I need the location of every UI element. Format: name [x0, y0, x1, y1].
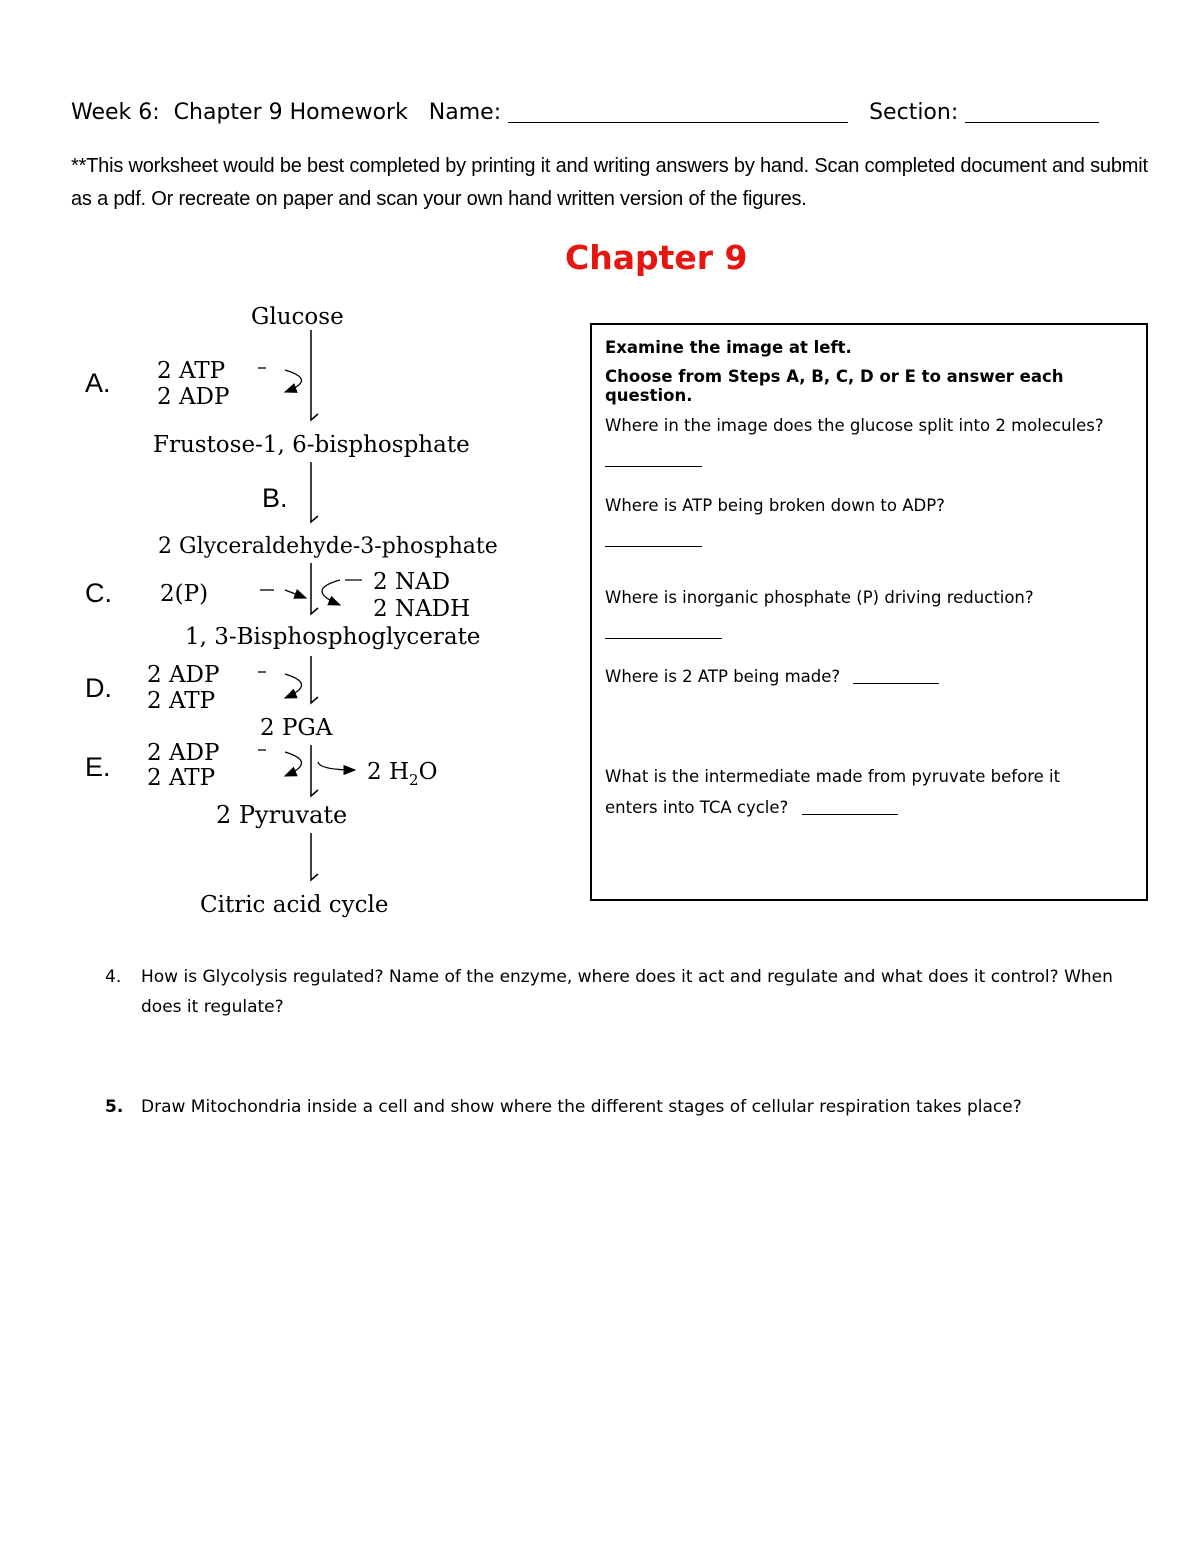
answer-blank-3[interactable]	[605, 637, 722, 639]
compound-glucose: Glucose	[251, 304, 344, 330]
step-a-label: A.	[85, 368, 111, 398]
step-d-label: D.	[85, 673, 112, 703]
box-intro-2: Choose from Steps A, B, C, D or E to answer each question.	[605, 367, 1064, 405]
main-arrow-tca	[311, 833, 318, 880]
step-c-label: C.	[85, 578, 112, 608]
answer-blank-5[interactable]	[802, 800, 898, 815]
question-box	[590, 323, 1148, 901]
main-arrow-d	[311, 656, 318, 703]
step-d-atp: 2 ATP	[147, 688, 216, 714]
section-label: Section:	[869, 100, 959, 125]
header	[71, 100, 1099, 125]
box-question-5a: What is the intermediate made from pyruvate before it	[605, 767, 1061, 786]
step-e-adp: 2 ADP	[147, 740, 220, 766]
name-blank[interactable]	[508, 100, 848, 123]
step-a-adp: 2 ADP	[157, 384, 230, 410]
question-4-number: 4.	[105, 967, 122, 987]
compound-g3p: 2 Glyceraldehyde-3-phosphate	[158, 534, 498, 559]
step-e-atp: 2 ATP	[147, 765, 216, 791]
question-5-number: 5.	[105, 1097, 124, 1117]
step-b-label: B.	[262, 483, 288, 513]
compound-citric-acid-cycle: Citric acid cycle	[200, 892, 389, 918]
compound-pga: 2 PGA	[260, 715, 333, 741]
box-question-4: Where is 2 ATP being made?	[605, 667, 1140, 686]
main-arrow-c	[311, 563, 318, 614]
step-e-label: E.	[85, 752, 111, 782]
box-question-1: Where in the image does the glucose split into 2 molecules?	[605, 416, 1104, 435]
box-question-2: Where is ATP being broken down to ADP?	[605, 496, 945, 515]
main-arrow-a	[311, 330, 318, 420]
header-title: Week 6: Chapter 9 Homework Name:	[71, 100, 502, 125]
step-a-atp: 2 ATP	[157, 358, 226, 384]
compound-fructose-bisphosphate: Frustose-1, 6-bisphosphate	[153, 432, 470, 458]
glycolysis-diagram	[0, 290, 580, 930]
question-4-text: How is Glycolysis regulated? Name of the enzyme, where does it act and regulate and what does it control? When does it regulate?	[141, 967, 1113, 1017]
step-c-phosphate: 2(P)	[160, 581, 209, 607]
step-c-nad: 2 NAD	[373, 569, 451, 595]
answer-blank-4[interactable]	[853, 669, 939, 684]
instructions-note: **This worksheet would be best completed by printing it and writing answers by hand. Scan completed document and submit as a pdf. Or recreate on paper and scan your own hand written version of the figures.	[71, 155, 1148, 210]
step-c-nadh: 2 NADH	[373, 596, 471, 622]
compound-bisphosphoglycerate: 1, 3-Bisphosphoglycerate	[185, 624, 481, 650]
box-question-3: Where is inorganic phosphate (P) driving reduction?	[605, 588, 1034, 607]
answer-blank-1[interactable]	[605, 465, 702, 467]
question-5-text: Draw Mitochondria inside a cell and show where the different stages of cellular respiration takes place?	[141, 1097, 1022, 1117]
box-question-5b: enters into TCA cycle?	[605, 798, 1140, 817]
main-arrow-e	[311, 745, 318, 796]
chapter-title: Chapter 9	[565, 238, 748, 277]
step-e-water: 2 $H_2O$	[367, 759, 438, 789]
compound-pyruvate: 2 Pyruvate	[216, 801, 348, 829]
section-blank[interactable]	[965, 100, 1099, 123]
main-arrow-b	[311, 462, 318, 522]
step-d-adp: 2 ADP	[147, 662, 220, 688]
answer-blank-2[interactable]	[605, 545, 702, 547]
box-intro-1: Examine the image at left.	[605, 338, 852, 357]
